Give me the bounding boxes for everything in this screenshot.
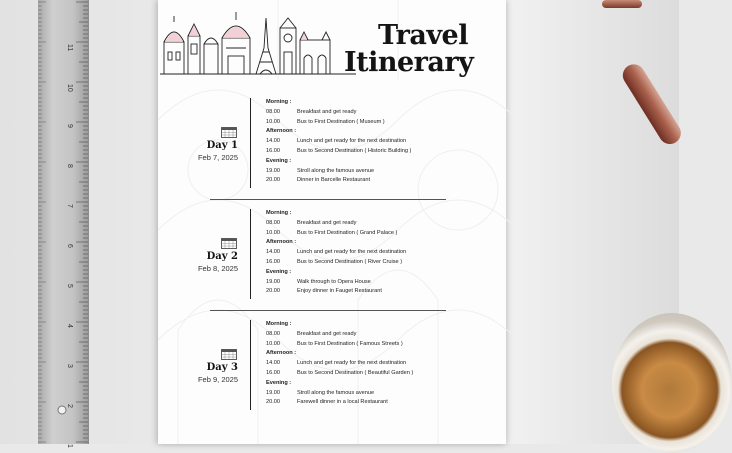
schedule-section-label: Evening : (266, 268, 292, 275)
schedule-section-label: Afternoon : (266, 239, 297, 246)
schedule-activity: Stroll along the famous avenue (297, 167, 375, 174)
schedule-item (266, 369, 413, 379)
schedule-item (266, 340, 413, 350)
title-line-2: Itinerary (344, 47, 474, 78)
ruler-number: 9 (66, 124, 73, 128)
schedule-time: 20.00 (266, 399, 280, 406)
schedule-activity: Farewell dinner in a local Restaurant (297, 399, 388, 406)
ruler-number: 1 (66, 444, 73, 448)
schedule-activity: Dinner in Barcelle Restaurant (297, 177, 371, 184)
ruler-number: 5 (66, 284, 73, 288)
day-name: Day 3 (206, 362, 238, 373)
ruler-number: 8 (66, 164, 73, 168)
ruler-hole (58, 406, 66, 414)
timeline-divider (250, 320, 251, 410)
schedule-item (266, 118, 411, 128)
schedule-time: 16.00 (266, 258, 280, 265)
ruler-number: 6 (66, 244, 73, 248)
ruler-number: 7 (66, 204, 73, 208)
day-date: Feb 7, 2025 (197, 153, 238, 162)
schedule-activity: Breakfast and get ready (297, 108, 357, 115)
schedule-item (266, 359, 413, 369)
calendar-icon (221, 237, 237, 249)
schedule-activity: Breakfast and get ready (297, 330, 357, 337)
day-schedule (266, 320, 413, 408)
schedule-section-label: Morning : (266, 99, 292, 105)
schedule-item (266, 219, 406, 229)
pen-cap (602, 0, 642, 8)
schedule-time: 14.00 (266, 249, 280, 256)
day-date: Feb 9, 2025 (197, 375, 238, 384)
schedule-activity: Bus to First Destination ( Museum ) (297, 118, 385, 125)
day-divider (210, 199, 446, 200)
schedule-item (266, 389, 413, 399)
day-name: Day 2 (206, 251, 238, 262)
schedule-item (266, 229, 406, 239)
day-schedule (266, 98, 411, 186)
schedule-item (266, 287, 406, 297)
schedule-time: 19.00 (266, 389, 280, 396)
schedule-section-label: Afternoon : (266, 350, 297, 357)
schedule-time: 10.00 (266, 229, 280, 236)
schedule-time: 20.00 (266, 288, 280, 295)
day-divider (210, 310, 446, 311)
schedule-section-label: Evening : (266, 157, 292, 164)
coffee-cup (612, 313, 732, 453)
ruler-number: 3 (66, 364, 73, 368)
schedule-time: 14.00 (266, 138, 280, 145)
schedule-item (266, 147, 411, 157)
ruler-number: 2 (66, 404, 73, 408)
schedule-time: 10.00 (266, 340, 280, 347)
city-skyline-illustration (160, 8, 360, 78)
itinerary-title (344, 22, 504, 76)
schedule-item (266, 258, 406, 268)
ruler-number: 4 (66, 324, 73, 328)
schedule-time: 08.00 (266, 108, 280, 115)
schedule-time: 20.00 (266, 177, 280, 184)
schedule-item (266, 278, 406, 288)
schedule-activity: Bus to Second Destination ( Beautiful Garden ) (297, 369, 414, 376)
schedule-activity: Walk through to Opera House (297, 278, 371, 285)
schedule-item (266, 248, 406, 258)
schedule-section-label: Morning : (266, 210, 292, 216)
schedule-item (266, 398, 413, 408)
schedule-time: 19.00 (266, 167, 280, 174)
schedule-activity: Breakfast and get ready (297, 219, 357, 226)
ruler-number: 11 (66, 44, 73, 52)
schedule-activity: Lunch and get ready for the next destination (297, 138, 407, 145)
schedule-item (266, 176, 411, 186)
timeline-divider (250, 98, 251, 188)
schedule-time: 10.00 (266, 118, 280, 125)
calendar-icon (221, 126, 237, 138)
schedule-section-label: Morning : (266, 321, 292, 327)
schedule-time: 08.00 (266, 219, 280, 226)
ruler-number: 10 (66, 84, 73, 92)
calendar-icon (221, 348, 237, 360)
schedule-activity: Lunch and get ready for the next destination (297, 360, 407, 367)
schedule-activity: Bus to Second Destination ( Historic Building ) (297, 147, 412, 154)
schedule-time: 08.00 (266, 330, 280, 337)
schedule-time: 19.00 (266, 278, 280, 285)
schedule-item (266, 330, 413, 340)
day-date: Feb 8, 2025 (197, 264, 238, 273)
schedule-section-label: Afternoon : (266, 128, 297, 135)
schedule-time: 16.00 (266, 147, 280, 154)
schedule-item (266, 167, 411, 177)
timeline-divider (250, 209, 251, 299)
schedule-item (266, 137, 411, 147)
schedule-activity: Bus to Second Destination ( River Cruise ) (297, 258, 403, 265)
title-line-1: Travel (378, 20, 468, 51)
schedule-section-label: Evening : (266, 379, 292, 386)
ruler-markings (38, 0, 88, 448)
schedule-activity: Enjoy dinner in Fauget Restaurant (297, 288, 382, 295)
itinerary-sheet (158, 0, 506, 444)
schedule-activity: Lunch and get ready for the next destination (297, 249, 407, 256)
schedule-time: 16.00 (266, 369, 280, 376)
schedule-time: 14.00 (266, 360, 280, 367)
ruler (38, 0, 89, 448)
schedule-activity: Bus to First Destination ( Grand Palace ) (297, 229, 398, 236)
schedule-activity: Bus to First Destination ( Famous Streets ) (297, 340, 403, 347)
day-schedule (266, 209, 406, 297)
schedule-item (266, 108, 411, 118)
day-name: Day 1 (206, 140, 238, 151)
schedule-activity: Stroll along the famous avenue (297, 389, 375, 396)
